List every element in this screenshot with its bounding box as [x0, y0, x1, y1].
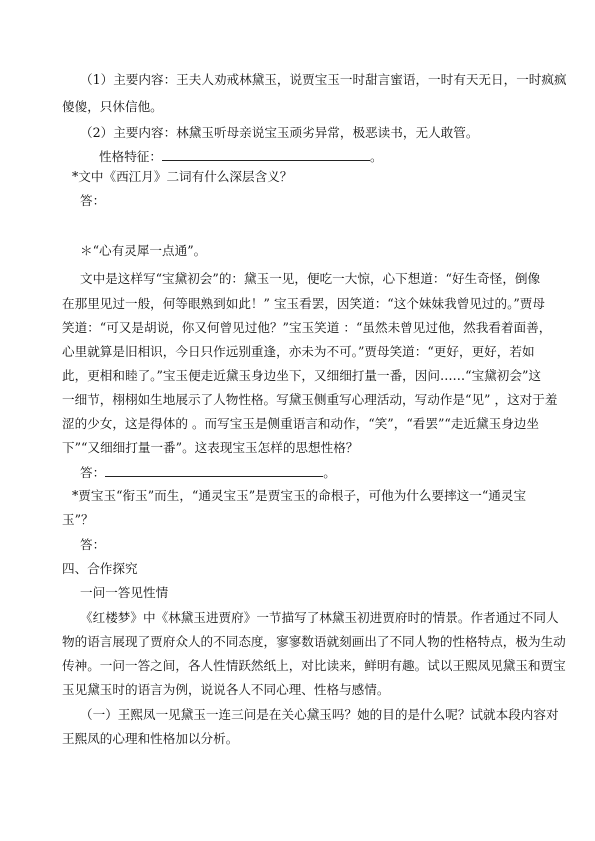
- section-heading-cooperation: 四、合作探究: [62, 561, 138, 576]
- passage-line-1: 文中是这样写“宝黛初会”的：黛玉一见，便吃一大惊，心下想道：“好生奇怪，倒像: [80, 271, 541, 286]
- question-tonglingbaoyu-line-2: 玉”？: [62, 512, 94, 527]
- answer-xijiangyue-label: 答：: [80, 193, 106, 208]
- answer-1-line-2: 傻傻，只休信他。: [62, 99, 163, 114]
- answer-2-line: （2）主要内容：林黛玉听母亲说宝玉顽劣异常，极恶读书，无人敢管。: [80, 125, 479, 140]
- answer-baoyu-period: 。: [323, 465, 336, 480]
- sub-question-1-line-2: 王熙凤的心理和性格加以分析。: [62, 731, 239, 746]
- passage-line-6: 一细节，栩栩如生地展示了人物性格。写黛玉侧重写心理活动，写动作是“见” ，这对于羞: [62, 392, 558, 407]
- question-xijiangyue: *文中《西江月》二词有什么深层含义？: [72, 169, 293, 184]
- character-trait-label: 性格特征：: [99, 149, 162, 164]
- answer-baoyu-line: [80, 465, 336, 481]
- exploration-line-1: 《红楼梦》中《林黛玉进贾府》一节描写了林黛玉初进贾府时的情景。作者通过不同人: [80, 610, 559, 625]
- passage-line-8: 下”“又细细打量一番”。这表现宝玉怎样的思想性格？: [62, 440, 359, 455]
- answer-1-line-1: （1）主要内容：王夫人劝戒林黛玉，说贾宝玉一时甜言蜜语，一时有天无日，一时疯疯: [80, 72, 567, 87]
- passage-line-3: 笑道：“可又是胡说，你又何曾见过他？”宝玉笑道 ：“虽然未曾见过他，然我看着面善，: [62, 320, 552, 335]
- character-trait-line: [99, 149, 383, 165]
- exploration-line-3: 传神。一问一答之间，各人性情跃然纸上，对比读来，鲜明有趣。试以王熙凤见黛玉和贾宝: [62, 658, 566, 673]
- passage-line-4: 心里就算是旧相识，今日只作远别重逢，亦未为不可。”贾母笑道：“更好，更好，若如: [62, 344, 535, 359]
- character-trait-blank: [162, 149, 370, 161]
- passage-line-7: 涩的少女，这是得体的 。而写宝玉是侧重语言和动作，“笑”，“看罢”“走近黛玉身边坐: [62, 416, 539, 431]
- answer-tonglingbaoyu-label: 答：: [80, 537, 106, 552]
- passage-line-2: 在那里见过一般，何等眼熟到如此！” 宝玉看罢，因笑道：“这个妹妹我曾见过的。”贾母: [62, 296, 545, 311]
- answer-baoyu-label: 答：: [80, 465, 106, 480]
- section-heart-connection: ＊“心有灵犀一点通”。: [80, 243, 207, 258]
- passage-line-5: 此，更相和睦了。”宝玉便走近黛玉身边坐下，又细细打量一番，因问……“宝黛初会”这: [62, 368, 541, 383]
- answer-baoyu-blank: [105, 465, 323, 477]
- character-trait-period: 。: [369, 149, 383, 164]
- exploration-line-2: 物的语言展现了贾府众人的不同态度，寥寥数语就刻画出了不同人物的性格特点，极为生动: [62, 634, 566, 649]
- question-tonglingbaoyu-line-1: *贾宝玉“衔玉”而生，“通灵宝玉”是贾宝玉的命根子，可他为什么要摔这一“通灵宝: [72, 488, 527, 503]
- subheading-qa: 一问一答见性情: [80, 585, 169, 600]
- exploration-line-4: 玉见黛玉时的语言为例，说说各人不同心理、性格与感情。: [62, 682, 390, 697]
- sub-question-1-line-1: （一）王熙凤一见黛玉一连三问是在关心黛玉吗？她的目的是什么呢？试就本段内容对: [80, 707, 559, 722]
